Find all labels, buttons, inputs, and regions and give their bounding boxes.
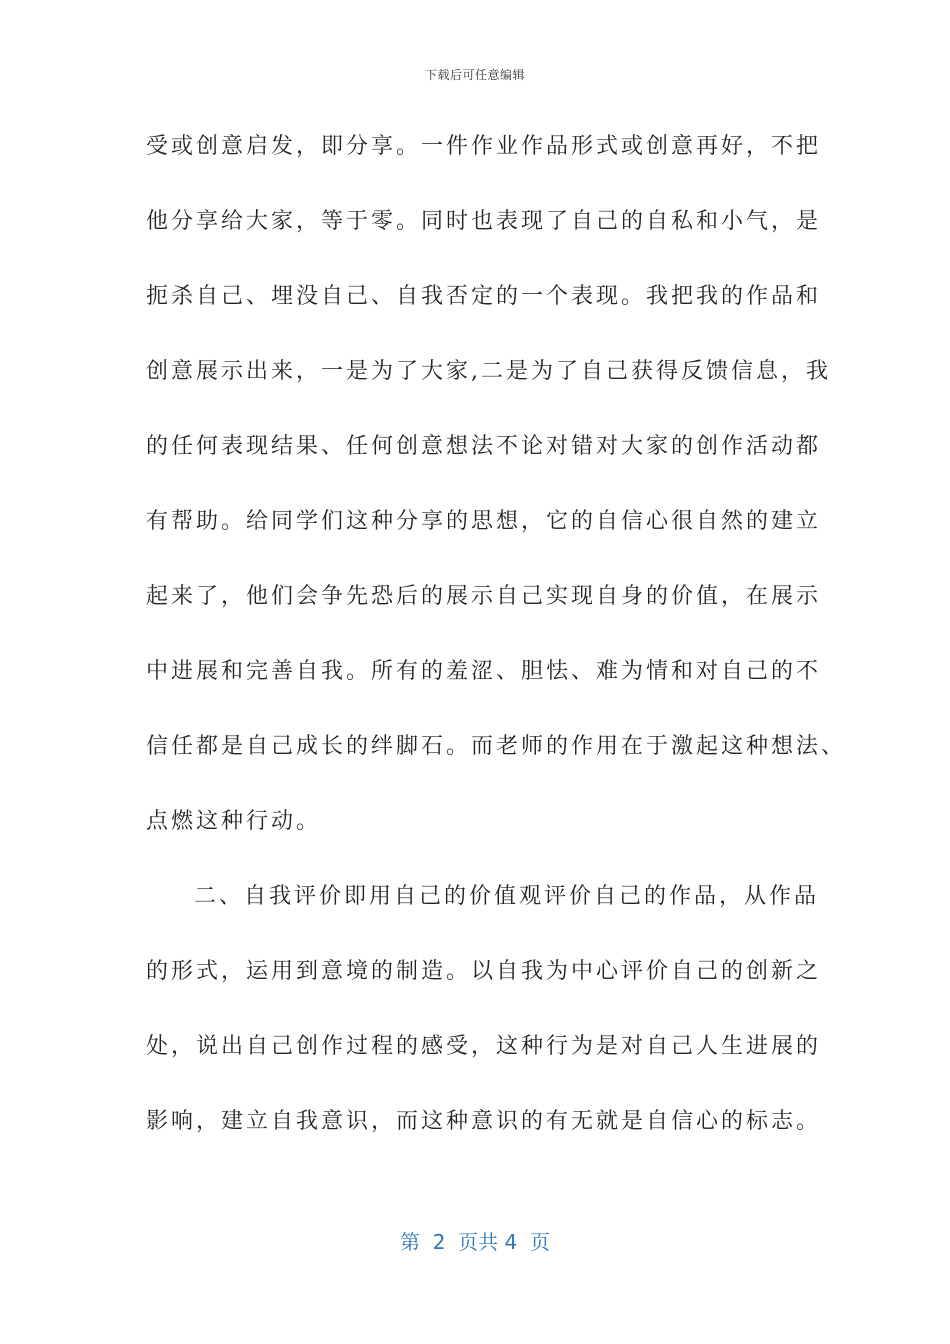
text-line: 的任何表现结果、任何创意想法不论对错对大家的创作活动都 xyxy=(146,434,822,459)
page-header-note: 下载后可任意编辑 xyxy=(424,68,525,82)
text-line: 他分享给大家，等于零。同时也表现了自己的自私和小气，是 xyxy=(146,209,822,234)
text-line: 受或创意启发，即分享。一件作业作品形式或创意再好，不把 xyxy=(146,134,822,159)
text-line: 点燃这种行动。 xyxy=(146,809,322,834)
text-line: 的形式，运用到意境的制造。以自我为中心评价自己的创新之 xyxy=(146,959,822,984)
text-line: 处，说出自己创作过程的感受，这种行为是对自己人生进展的 xyxy=(146,1034,822,1059)
text-line: 有帮助。给同学们这种分享的思想，它的自信心很自然的建立 xyxy=(146,509,822,534)
text-line: 信任都是自己成长的绊脚石。而老师的作用在于激起这种想法、 xyxy=(146,734,847,759)
text-line: 影响，建立自我意识，而这种意识的有无就是自信心的标志。 xyxy=(146,1109,822,1134)
text-line: 创意展示出来，一是为了大家,二是为了自己获得反馈信息，我 xyxy=(146,359,831,384)
text-line: 中进展和完善自我。所有的羞涩、胆怯、难为情和对自己的不 xyxy=(146,659,822,684)
paragraph-first-line: 二、自我评价即用自己的价值观评价自己的作品，从作品 xyxy=(194,884,820,909)
text-line: 起来了，他们会争先恐后的展示自己实现自身的价值，在展示 xyxy=(146,584,822,609)
text-line: 扼杀自己、埋没自己、自我否定的一个表现。我把我的作品和 xyxy=(146,284,822,309)
page-number-footer: 第 2 页共 4 页 xyxy=(400,1230,550,1254)
